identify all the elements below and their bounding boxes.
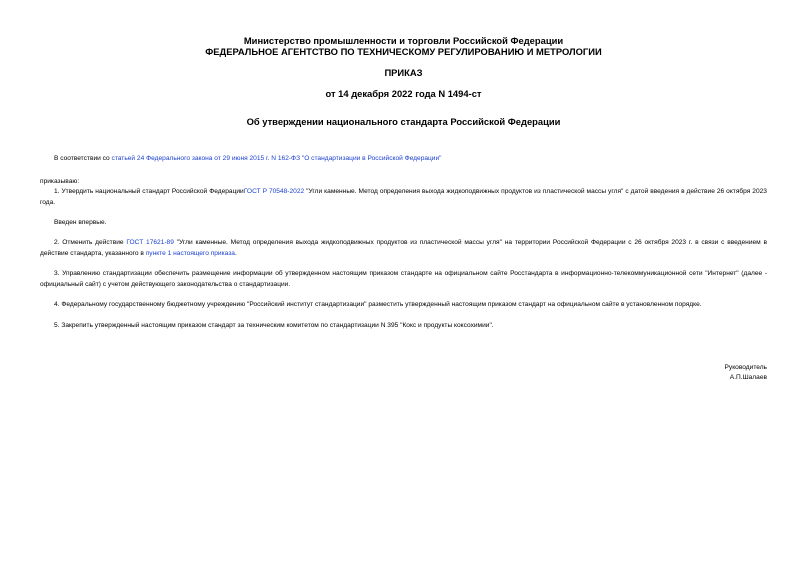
item-1-reference-link[interactable]: пункте 1 настоящего приказа	[145, 249, 235, 257]
document-type: ПРИКАЗ	[384, 67, 423, 78]
introduced-note: Введен впервые.	[54, 219, 107, 226]
item-1	[40, 187, 767, 208]
item-2	[40, 238, 767, 259]
order-word: приказываю:	[40, 178, 80, 185]
ministry-title: Министерство промышленности и торговли Российской Федерации	[243, 35, 564, 46]
item-1-text-before: 1. Утвердить национальный стандарт Российской Федерации	[54, 188, 244, 195]
item-2-text-middle: "Угли каменные. Метод определения выхода жидкоподвижных продуктов из пластической массы угля" на территории Российской Федерации с 26 октября 2023 г. в связи с введением в действие стандарта, указанного в	[40, 239, 767, 257]
signature-role: Руководитель	[724, 364, 767, 371]
agency-title: ФЕДЕРАЛЬНОЕ АГЕНТСТВО ПО ТЕХНИЧЕСКОМУ РЕГУЛИРОВАНИЮ И МЕТРОЛОГИИ	[205, 46, 602, 57]
item-2-text-before: 2. Отменить действие	[54, 239, 127, 246]
preamble-text: В соответствии со	[54, 155, 112, 162]
preamble	[40, 154, 767, 165]
item-3: 3. Управлению стандартизации обеспечить размещение информации об утвержденном настоящим приказом стандарте на официальном сайте Росстандарта в информационно-телекоммуникационной сети "Интернет" (далее - официальный сайт) с учетом действующего законодательства о стандартизации.	[40, 270, 767, 288]
document-date-number: от 14 декабря 2022 года N 1494-ст	[325, 88, 482, 99]
gost-17621-link[interactable]: ГОСТ 17621-89	[126, 239, 174, 246]
document-subject: Об утверждении национального стандарта Российской Федерации	[246, 116, 561, 127]
gost-r-70548-link[interactable]: ГОСТ Р 70548-2022	[243, 188, 305, 195]
item-2-text-after: .	[234, 249, 237, 257]
federal-law-link[interactable]: статьей 24 Федерального закона от 29 июня 2015 г. N 162-ФЗ "О стандартизации в Российской Федерации"	[111, 155, 442, 162]
item-5: 5. Закрепить утвержденный настоящим приказом стандарт за техническим комитетом по стандартизации N 395 "Кокс и продукты коксохимии".	[54, 322, 494, 329]
signature-name: А.П.Шалаев	[729, 374, 767, 381]
item-1-text-after: "Угли каменные. Метод определения выхода жидкоподвижных продуктов из пластической массы угля" с датой введения в действие 26 октября 2023 года.	[40, 188, 767, 206]
item-4: 4. Федеральному государственному бюджетному учреждению "Российский институт стандартизации" разместить утвержденный настоящим приказом стандарт на официальном сайте в установленном порядке.	[54, 301, 702, 308]
